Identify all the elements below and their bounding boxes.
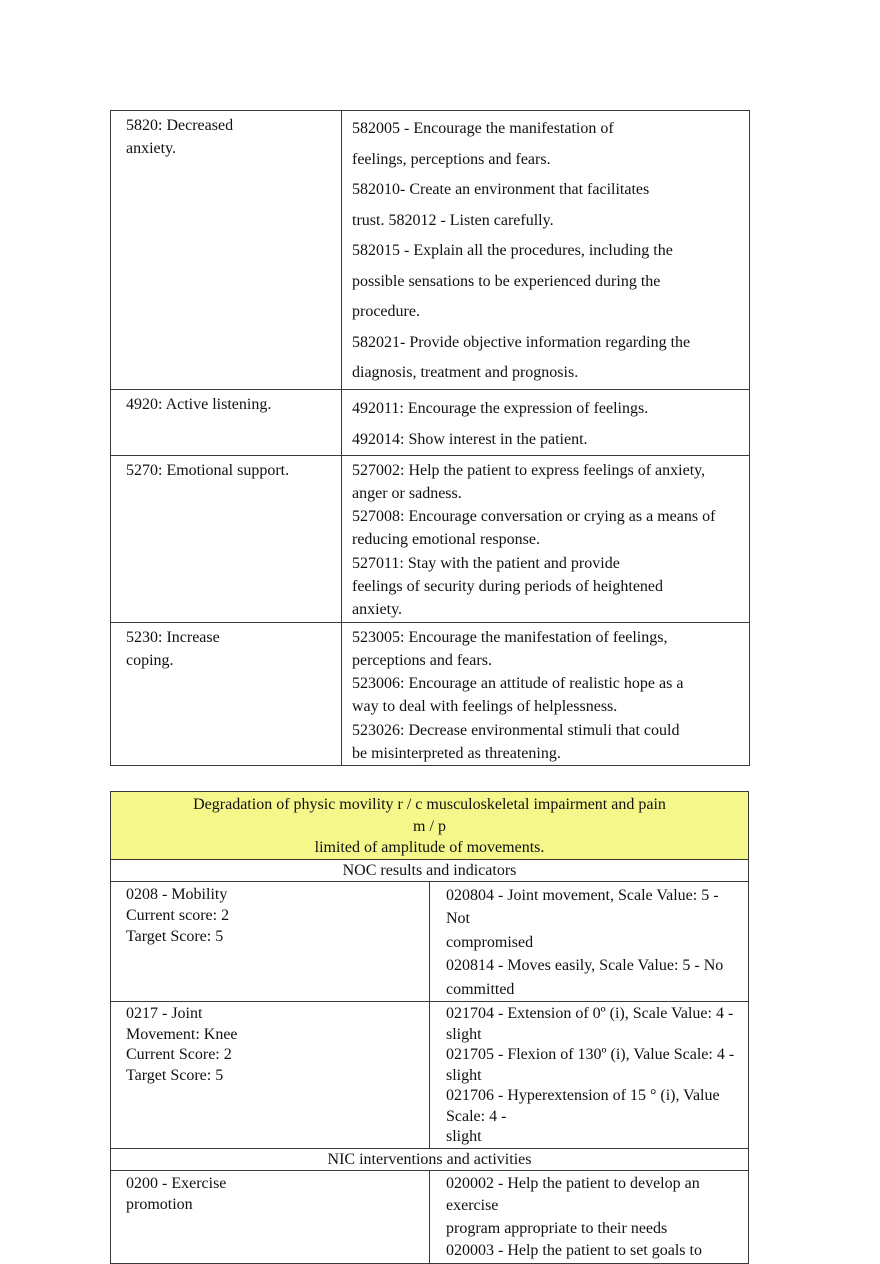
table-row xyxy=(111,1002,749,1149)
activity-line: reducing emotional response. xyxy=(352,531,540,549)
activity-line: 582005 - Encourage the manifestation of xyxy=(352,120,614,137)
intervention-cell xyxy=(111,1170,430,1263)
intervention-line: promotion xyxy=(126,1195,193,1213)
intervention-line: 5270: Emotional support. xyxy=(126,461,290,479)
table-row xyxy=(111,455,750,622)
table-title-row xyxy=(111,792,749,860)
activity-line: feelings, perceptions and fears. xyxy=(352,150,551,168)
indicator-line: slight xyxy=(446,1128,482,1145)
activity-line: possible sensations to be experienced during the xyxy=(352,272,661,290)
indicator-line: compromised xyxy=(446,933,534,951)
activity-line: anxiety. xyxy=(352,601,403,619)
activity-line: feelings of security during periods of heightened xyxy=(352,577,664,595)
intervention-line: coping. xyxy=(126,651,174,669)
activity-line: 582021- Provide objective information regarding the xyxy=(352,333,691,351)
activity-line: 523006: Encourage an attitude of realistic hope as a xyxy=(352,675,684,693)
table-row xyxy=(111,1170,749,1263)
outcome-line: 0217 - Joint xyxy=(126,1005,203,1022)
title-line: Degradation of physic movility r / c musculoskeletal impairment and pain xyxy=(193,796,666,813)
indicator-line: 020804 - Joint movement, Scale Value: 5 - Not xyxy=(446,886,719,927)
intervention-line: 4920: Active listening. xyxy=(126,395,272,413)
table-row xyxy=(111,389,750,455)
indicator-line: 021706 - Hyperextension of 15 ° (i), Value Scale: 4 - xyxy=(446,1087,720,1125)
intervention-line: 5820: Decreased xyxy=(126,117,234,134)
activity-line: 527008: Encourage conversation or crying as a means of xyxy=(352,508,716,526)
indicator-line: committed xyxy=(446,980,515,998)
outcome-line: Movement: Knee xyxy=(126,1025,238,1043)
indicator-line: 021705 - Flexion of 130º (i), Value Scale: 4 - slight xyxy=(446,1046,735,1084)
activity-line: diagnosis, treatment and prognosis. xyxy=(352,364,579,381)
nic-activities-table xyxy=(110,110,750,766)
indicator-line: 021704 - Extension of 0º (i), Scale Value: 4 - slight xyxy=(446,1005,734,1043)
intervention-cell xyxy=(111,389,342,455)
activity-line: 527011: Stay with the patient and provide xyxy=(352,554,620,572)
activity-line: be misinterpreted as threatening. xyxy=(352,745,561,763)
title-line: m / p xyxy=(413,817,446,835)
outcome-line: 0208 - Mobility xyxy=(126,885,228,903)
activity-line: procedure. xyxy=(352,303,420,320)
activity-line: 020003 - Help the patient to set goals to xyxy=(446,1242,702,1259)
activity-line: way to deal with feelings of helplessness. xyxy=(352,698,618,716)
activity-line: 492014: Show interest in the patient. xyxy=(352,430,588,448)
diagnosis-title xyxy=(111,792,749,860)
activities-cell xyxy=(342,455,750,622)
intervention-cell xyxy=(111,622,342,766)
outcome-line: Current score: 2 xyxy=(126,906,230,924)
section-header-row xyxy=(111,1148,749,1170)
outcome-cell xyxy=(111,1002,430,1149)
nic-header: NIC interventions and activities xyxy=(111,1148,749,1170)
outcome-line: Target Score: 5 xyxy=(126,927,224,945)
activity-line: 523005: Encourage the manifestation of feelings, xyxy=(352,628,668,646)
noc-header: NOC results and indicators xyxy=(111,859,749,881)
activity-line: anger or sadness. xyxy=(352,484,462,502)
table-row xyxy=(111,881,749,1002)
activity-line: 582015 - Explain all the procedures, including the xyxy=(352,242,673,259)
activities-cell xyxy=(342,389,750,455)
outcome-cell xyxy=(111,881,430,1002)
activity-line: 020002 - Help the patient to develop an exercise xyxy=(446,1174,700,1214)
activity-line: 582010- Create an environment that facilitates xyxy=(352,181,650,198)
outcome-line: Target Score: 5 xyxy=(126,1066,224,1084)
activity-line: 523026: Decrease environmental stimuli that could xyxy=(352,721,680,739)
intervention-line: 0200 - Exercise xyxy=(126,1174,227,1192)
intervention-line: anxiety. xyxy=(126,140,177,157)
table-row xyxy=(111,622,750,766)
intervention-line: 5230: Increase xyxy=(126,628,220,646)
title-line: limited of amplitude of movements. xyxy=(314,839,545,856)
indicator-line: 020814 - Moves easily, Scale Value: 5 - No xyxy=(446,957,724,974)
activity-line: perceptions and fears. xyxy=(352,651,492,669)
activities-cell xyxy=(430,1170,749,1263)
care-plan-table xyxy=(110,791,749,1264)
intervention-cell xyxy=(111,111,342,390)
indicators-cell xyxy=(430,1002,749,1149)
indicators-cell xyxy=(430,881,749,1002)
activities-cell xyxy=(342,111,750,390)
activity-line: 527002: Help the patient to express feelings of anxiety, xyxy=(352,461,706,479)
section-header-row xyxy=(111,859,749,881)
activity-line: trust. 582012 - Listen carefully. xyxy=(352,211,554,229)
outcome-line: Current Score: 2 xyxy=(126,1046,232,1063)
activity-line: 492011: Encourage the expression of feelings. xyxy=(352,399,649,417)
activity-line: program appropriate to their needs xyxy=(446,1219,668,1237)
activities-cell xyxy=(342,622,750,766)
intervention-cell xyxy=(111,455,342,622)
table-row xyxy=(111,111,750,390)
